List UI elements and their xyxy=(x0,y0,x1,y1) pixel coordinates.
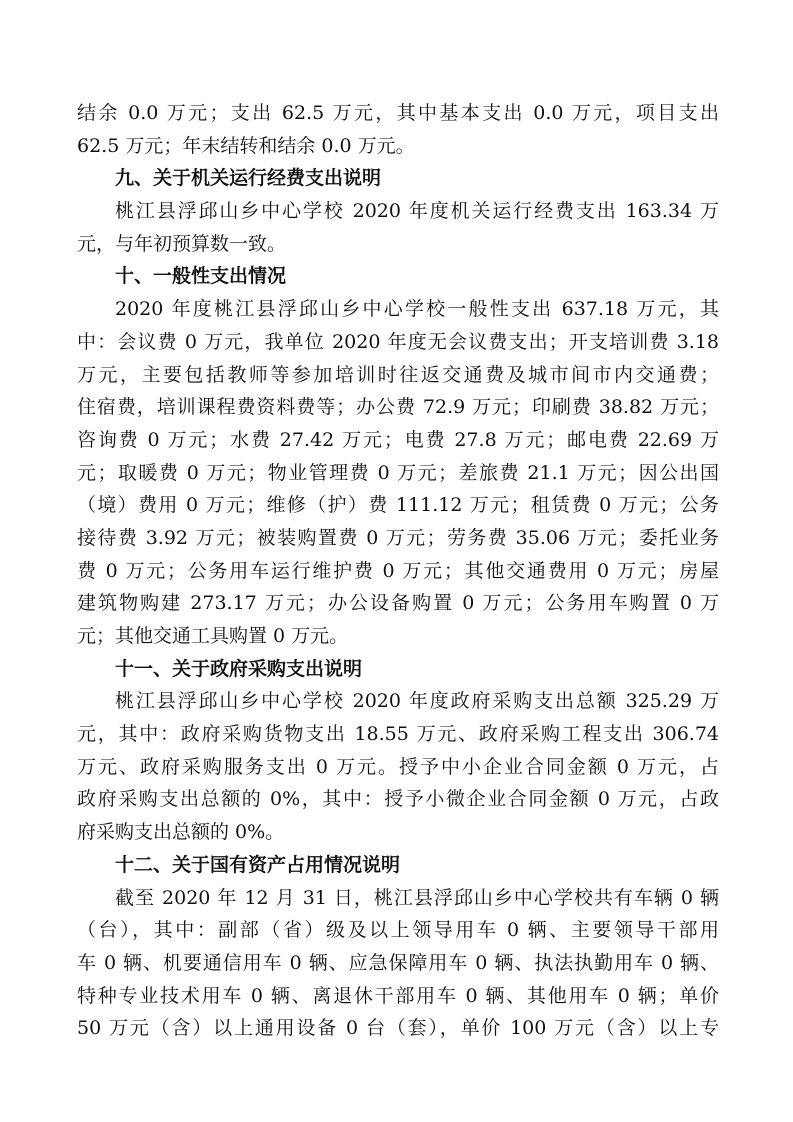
paragraph-line: 政府采购支出总额的 0%，其中：授予小微企业合同金额 0 万元，占政 xyxy=(77,788,719,811)
paragraph-line: 元，其中：政府采购货物支出 18.55 万元、政府采购工程支出 306.74 xyxy=(77,723,719,746)
paragraph-line: 62.5 万元；年末结转和结余 0.0 万元。 xyxy=(77,134,415,157)
paragraph-line: 2020 年度桃江县浮邱山乡中心学校一般性支出 637.18 万元，其 xyxy=(115,298,719,321)
paragraph-line: 咨询费 0 万元；水费 27.42 万元；电费 27.8 万元；邮电费 22.69 万 xyxy=(77,428,719,451)
section-heading-10: 十、一般性支出情况 xyxy=(115,265,287,288)
paragraph-line: 元，与年初预算数一致。 xyxy=(77,232,287,255)
paragraph-line: 接待费 3.92 万元；被装购置费 0 万元；劳务费 35.06 万元；委托业务 xyxy=(77,526,719,549)
paragraph-line: 截至 2020 年 12 月 31 日，桃江县浮邱山乡中心学校共有车辆 0 辆 xyxy=(115,886,719,909)
paragraph-line: （台），其中：副部（省）级及以上领导用车 0 辆、主要领导干部用 xyxy=(77,919,719,942)
paragraph-line: 元；取暖费 0 万元；物业管理费 0 万元；差旅费 21.1 万元；因公出国 xyxy=(77,461,719,484)
paragraph-line: 中：会议费 0 万元，我单位 2020 年度无会议费支出；开支培训费 3.18 xyxy=(77,330,719,353)
paragraph-line: 住宿费，培训课程费资料费等；办公费 72.9 万元；印刷费 38.82 万元； xyxy=(77,396,719,419)
paragraph-line: 元；其他交通工具购置 0 万元。 xyxy=(77,625,349,647)
paragraph-line: 建筑物购建 273.17 万元；办公设备购置 0 万元；公务用车购置 0 万 xyxy=(77,592,719,615)
paragraph-line: 府采购支出总额的 0%。 xyxy=(77,821,285,844)
paragraph-line: 万元，主要包括教师等参加培训时往返交通费及城市间市内交通费； xyxy=(77,363,719,386)
section-heading-11: 十一、关于政府采购支出说明 xyxy=(115,657,363,680)
paragraph-line: 费 0 万元；公务用车运行维护费 0 万元；其他交通费用 0 万元；房屋 xyxy=(77,559,719,582)
section-heading-9: 九、关于机关运行经费支出说明 xyxy=(115,167,382,190)
paragraph-line: 万元、政府采购服务支出 0 万元。授予中小企业合同金额 0 万元，占 xyxy=(77,755,719,778)
paragraph-line: 特种专业技术用车 0 辆、离退休干部用车 0 辆、其他用车 0 辆；单价 xyxy=(77,984,719,1007)
paragraph-line: 结余 0.0 万元；支出 62.5 万元，其中基本支出 0.0 万元，项目支出 xyxy=(77,102,719,124)
document-page xyxy=(77,97,719,1045)
paragraph-line: 50 万元（含）以上通用设备 0 台（套），单价 100 万元（含）以上专 xyxy=(77,1017,719,1040)
paragraph-line: 桃江县浮邱山乡中心学校 2020 年度机关运行经费支出 163.34 万 xyxy=(115,200,719,223)
section-heading-12: 十二、关于国有资产占用情况说明 xyxy=(115,853,401,876)
paragraph-line: 桃江县浮邱山乡中心学校 2020 年度政府采购支出总额 325.29 万 xyxy=(115,690,719,713)
paragraph-line: （境）费用 0 万元；维修（护）费 111.12 万元；租赁费 0 万元；公务 xyxy=(77,494,719,517)
paragraph-line: 车 0 辆、机要通信用车 0 辆、应急保障用车 0 辆、执法执勤用车 0 辆、 xyxy=(77,951,719,974)
